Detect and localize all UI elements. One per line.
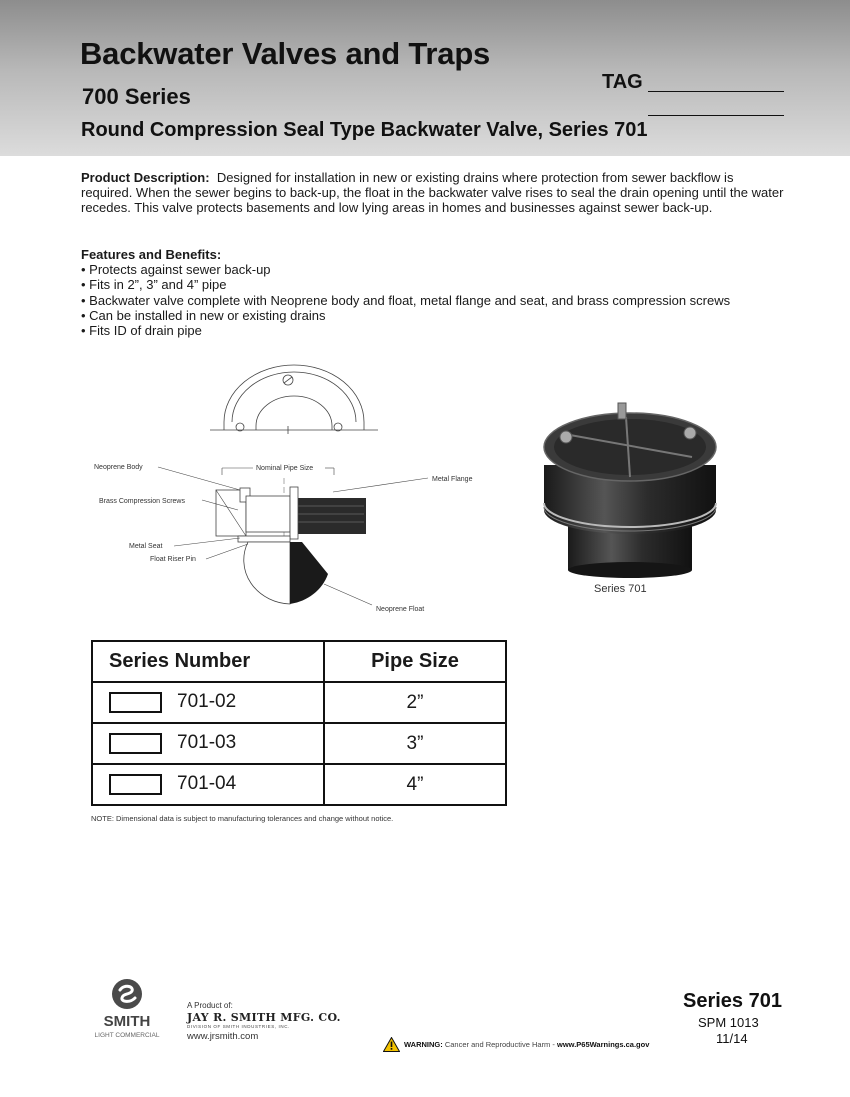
pipe-size-cell: 4” [324, 764, 506, 805]
features-section [81, 247, 801, 338]
series-table [91, 640, 507, 806]
series-cell [92, 723, 324, 764]
list-item: • Backwater valve complete with Neoprene body and float, metal flange and seat, and brass compression screws [81, 293, 801, 308]
model-number: 701-04 [177, 773, 237, 795]
page-title: Backwater Valves and Traps [80, 36, 491, 71]
label-neoprene-body: Neoprene Body [94, 464, 143, 471]
product-of-label: A Product of: [187, 1001, 233, 1010]
table-row [92, 682, 506, 723]
model-number: 701-03 [177, 732, 237, 754]
selection-checkbox[interactable] [109, 692, 162, 713]
selection-checkbox[interactable] [109, 733, 162, 754]
logo-name: SMITH [103, 1013, 151, 1030]
list-item: • Can be installed in new or existing drains [81, 308, 801, 323]
description-text: Designed for installation in new or existing drains where protection from sewer backflow is required. When the sewer begins to back-up, the float in the backwater valve rises to seal the drain opening until the water recedes. This valve protects basements and low lying areas in homes and businesses against sewer back-up. [81, 170, 784, 216]
tag-line [648, 91, 784, 92]
series-title: 700 Series [82, 84, 191, 109]
header-series-number: Series Number [92, 641, 324, 682]
top-view-drawing [210, 365, 378, 434]
table-row [92, 723, 506, 764]
warning-text: Cancer and Reproductive Harm - [444, 1040, 555, 1049]
footer-series: Series 701 [683, 990, 782, 1012]
valve-cross-section-diagram [88, 360, 498, 622]
tag-label: TAG [602, 71, 643, 93]
label-float-riser-pin: Float Riser Pin [150, 556, 196, 563]
features-list [81, 262, 801, 338]
warning-label: WARNING: [404, 1040, 443, 1049]
label-brass-screws: Brass Compression Screws [99, 498, 185, 505]
pipe-size-cell: 2” [324, 682, 506, 723]
product-description [81, 170, 786, 216]
photo-caption: Series 701 [594, 583, 647, 595]
company-name: JAY R. SMITH MFG. CO. [187, 1011, 341, 1024]
label-neoprene-float: Neoprene Float [376, 606, 425, 613]
label-nominal-pipe-size: Nominal Pipe Size [256, 465, 314, 472]
tag-line [648, 115, 784, 116]
description-label: Product Description: [81, 170, 210, 185]
footer-date: 11/14 [716, 1031, 748, 1046]
series-cell [92, 682, 324, 723]
warning-icon [383, 1037, 400, 1052]
list-item: • Fits in 2”, 3” and 4” pipe [81, 277, 801, 292]
series-cell [92, 764, 324, 805]
logo-subtitle: LIGHT COMMERCIAL [94, 1032, 160, 1039]
company-url[interactable]: www.jrsmith.com [187, 1031, 259, 1042]
model-number: 701-02 [177, 691, 237, 713]
selection-checkbox[interactable] [109, 774, 162, 795]
footer-spm: SPM 1013 [698, 1015, 759, 1030]
warning-url[interactable]: www.P65Warnings.ca.gov [556, 1040, 650, 1049]
disclaimer-note: NOTE: Dimensional data is subject to manufacturing tolerances and change without notice. [91, 814, 394, 823]
pipe-size-cell: 3” [324, 723, 506, 764]
label-metal-seat: Metal Seat [129, 543, 163, 550]
section-view-drawing [216, 468, 366, 604]
label-metal-flange: Metal Flange [432, 476, 473, 483]
list-item: • Fits ID of drain pipe [81, 323, 801, 338]
table-header-row [92, 641, 506, 682]
table-row [92, 764, 506, 805]
product-photo [530, 395, 730, 580]
smith-logo [90, 978, 165, 1040]
product-subtitle: Round Compression Seal Type Backwater Valve, Series 701 [81, 119, 648, 141]
list-item: • Protects against sewer back-up [81, 262, 801, 277]
prop65-warning [404, 1040, 649, 1049]
header-pipe-size: Pipe Size [324, 641, 506, 682]
company-division: DIVISION OF SMITH INDUSTRIES, INC. [187, 1024, 290, 1029]
features-heading: Features and Benefits: [81, 247, 222, 262]
